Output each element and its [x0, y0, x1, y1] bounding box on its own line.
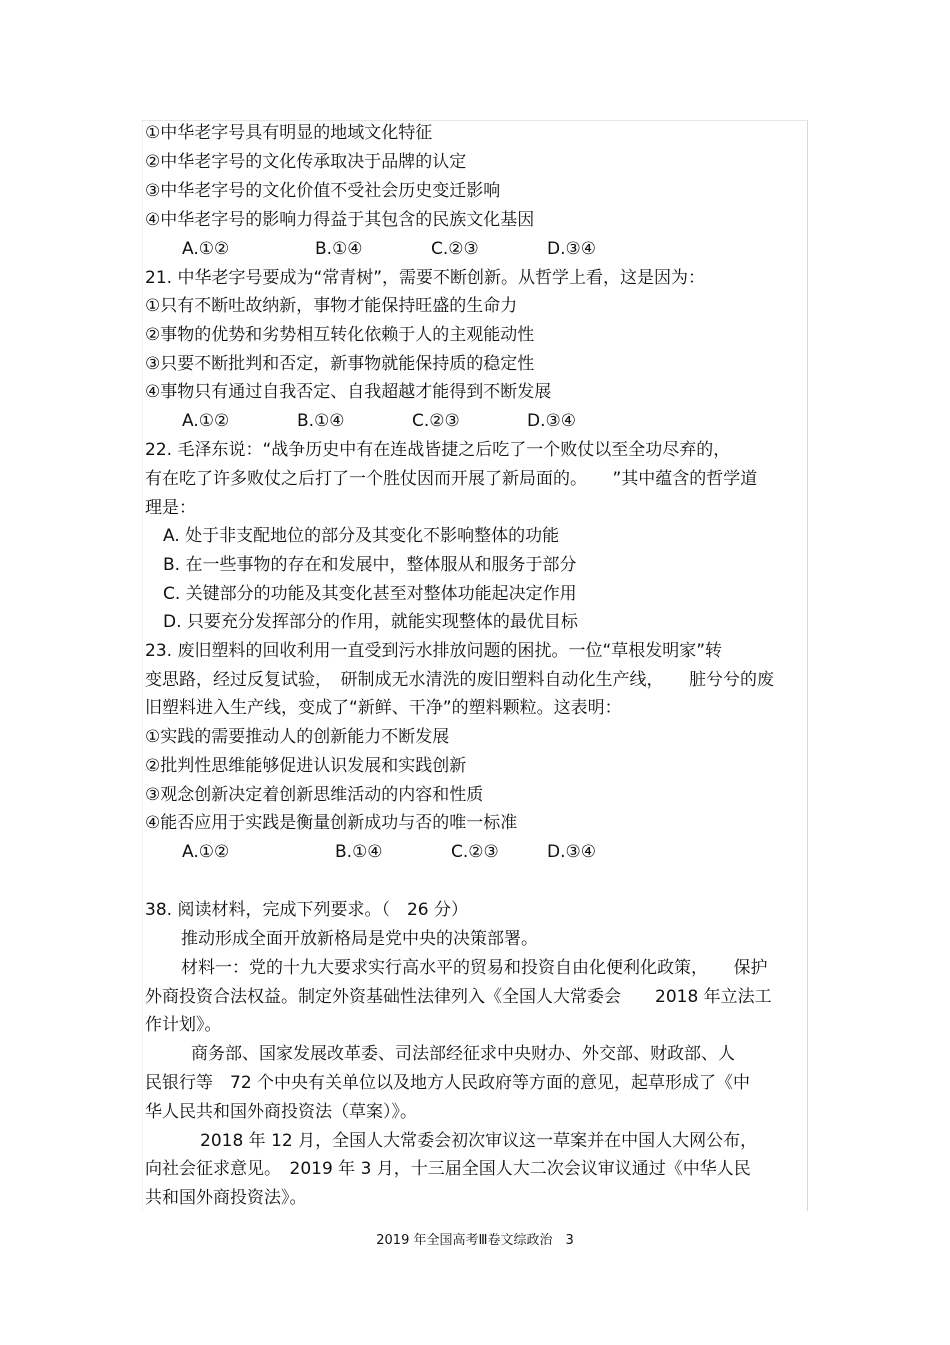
- q21-option-d: D.③④: [527, 411, 576, 431]
- q22-option-d: D. 只要充分发挥部分的作用，就能实现整体的最优目标: [163, 612, 578, 632]
- q38-line-8: 2018 年 12 月，全国人大常委会初次审议这一草案并在中国人大网公布，: [200, 1131, 758, 1151]
- q20-item-2: ②中华老字号的文化传承取决于品牌的认定: [145, 152, 467, 172]
- q20-item-3: ③中华老字号的文化价值不受社会历史变迁影响: [145, 181, 501, 201]
- q38-line-7: 华人民共和国外商投资法（草案）》。: [145, 1102, 417, 1122]
- q21-option-c: C.②③: [412, 411, 460, 431]
- q22-stem-line-1: 22. 毛泽东说：“战争历史中有在连战皆捷之后吃了一个败仗以至全功尽弃的，: [145, 440, 731, 460]
- q23-stem-line-2: 变思路，经过反复试验， 研制成无水清洗的废旧塑料自动化生产线， 脏兮兮的废: [145, 670, 774, 690]
- q21-option-b: B.①④: [297, 411, 345, 431]
- page-footer: 2019 年全国高考Ⅲ卷文综政治 3: [376, 1233, 574, 1248]
- q21-option-a: A.①②: [182, 411, 230, 431]
- q20-options: [182, 238, 596, 260]
- q23-options: [182, 841, 596, 863]
- q22-stem-line-3: 理是：: [145, 498, 196, 518]
- q23-item-3: ③观念创新决定着创新思维活动的内容和性质: [145, 785, 484, 805]
- q20-item-4: ④中华老字号的影响力得益于其包含的民族文化基因: [145, 210, 535, 230]
- q38-line-9: 向社会征求意见。 2019 年 3 月，十三届全国人大二次会议审议通过《中华人民: [145, 1159, 751, 1179]
- q22-option-c: C. 关键部分的功能及其变化甚至对整体功能起决定作用: [163, 584, 577, 604]
- q20-item-1: ①中华老字号具有明显的地域文化特征: [145, 123, 433, 143]
- q38-line-5: 商务部、国家发展改革委、司法部经征求中央财办、外交部、财政部、人: [191, 1044, 735, 1064]
- q38-line-10: 共和国外商投资法》。: [145, 1188, 307, 1208]
- q38-heading: 38. 阅读材料，完成下列要求。（ 26 分）: [145, 900, 468, 920]
- q21-item-4: ④事物只有通过自我否定、自我超越才能得到不断发展: [145, 382, 552, 402]
- q23-option-b: B.①④: [335, 842, 383, 862]
- q23-option-c: C.②③: [451, 842, 499, 862]
- q21-item-2: ②事物的优势和劣势相互转化依赖于人的主观能动性: [145, 325, 535, 345]
- q38-line-6: 民银行等 72 个中央有关单位以及地方人民政府等方面的意见，起草形成了《中: [145, 1073, 751, 1093]
- q23-option-a: A.①②: [182, 842, 230, 862]
- q21-stem: 21. 中华老字号要成为“常青树”，需要不断创新。从哲学上看，这是因为：: [145, 268, 706, 288]
- q23-stem-line-3: 旧塑料进入生产线，变成了“新鲜、干净”的塑料颗粒。这表明：: [145, 698, 622, 718]
- q38-line-1: 推动形成全面开放新格局是党中央的决策部署。: [181, 929, 538, 949]
- q20-option-a: A.①②: [182, 239, 230, 259]
- q23-item-2: ②批判性思维能够促进认识发展和实践创新: [145, 756, 467, 776]
- q20-option-d: D.③④: [547, 239, 596, 259]
- q22-option-b: B. 在一些事物的存在和发展中，整体服从和服务于部分: [163, 555, 577, 575]
- q38-line-3: 外商投资合法权益。制定外资基础性法律列入《全国人大常委会 2018 年立法工: [145, 987, 772, 1007]
- q23-item-4: ④能否应用于实践是衡量创新成功与否的唯一标准: [145, 813, 518, 833]
- q21-item-1: ①只有不断吐故纳新，事物才能保持旺盛的生命力: [145, 296, 518, 316]
- q21-options: [182, 410, 576, 432]
- q23-option-d: D.③④: [547, 842, 596, 862]
- q22-option-a: A. 处于非支配地位的部分及其变化不影响整体的功能: [163, 526, 560, 546]
- q21-item-3: ③只要不断批判和否定，新事物就能保持质的稳定性: [145, 354, 535, 374]
- q23-stem-line-1: 23. 废旧塑料的回收利用一直受到污水排放问题的困扰。一位“草根发明家”转: [145, 641, 723, 661]
- q22-stem-line-2: 有在吃了许多败仗之后打了一个胜仗因而开展了新局面的。 ”其中蕴含的哲学道: [145, 469, 758, 489]
- q38-line-2: 材料一：党的十九大要求实行高水平的贸易和投资自由化便利化政策， 保护: [181, 958, 768, 978]
- q38-line-4: 作计划》。: [145, 1015, 222, 1035]
- q20-option-b: B.①④: [315, 239, 363, 259]
- q23-item-1: ①实践的需要推动人的创新能力不断发展: [145, 727, 450, 747]
- q20-option-c: C.②③: [431, 239, 479, 259]
